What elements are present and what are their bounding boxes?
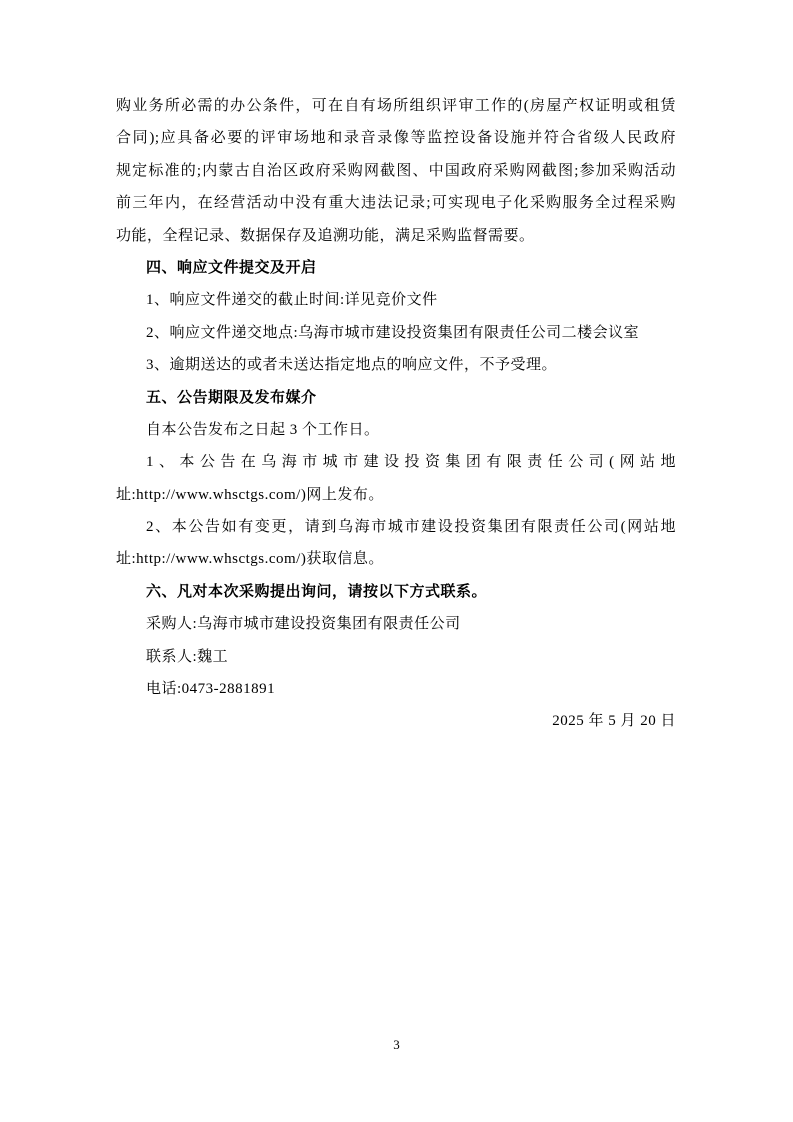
continuation-paragraph-line: 购业务所必需的办公条件，可在自有场所组织评审工作的(房屋产权证明或租赁 [116,98,676,114]
phone-line: 电话:0473-2881891 [146,681,276,698]
section5-item2-line: 址:http://www.whsctgs.com/)获取信息。 [116,551,384,568]
section5-item1-line: 1、本公告在乌海市城市建设投资集团有限责任公司(网站地 [146,454,676,471]
page-number: 3 [393,1037,400,1052]
document-body [116,90,676,738]
section4-item1: 1、响应文件递交的截止时间:详见竞价文件 [146,292,438,309]
contact-line: 联系人:魏工 [146,648,229,665]
section4-item2: 2、响应文件递交地点:乌海市城市建设投资集团有限责任公司二楼会议室 [146,324,640,341]
buyer-line: 采购人:乌海市城市建设投资集团有限责任公司 [146,616,461,633]
continuation-paragraph-line: 前三年内，在经营活动中没有重大违法记录;可实现电子化采购服务全过程采购 [116,195,676,212]
section5-heading: 五、公告期限及发布媒介 [146,389,317,406]
section6-heading: 六、凡对本次采购提出询问，请按以下方式联系。 [146,583,488,600]
continuation-paragraph-line: 功能，全程记录、数据保存及追溯功能，满足采购监督需要。 [116,227,535,244]
section5-item2-line: 2、本公告如有变更，请到乌海市城市建设投资集团有限责任公司(网站地 [146,519,676,536]
section4-heading: 四、响应文件提交及开启 [146,259,317,276]
section5-intro: 自本公告发布之日起 3 个工作日。 [146,421,380,438]
date-line: 2025 年 5 月 20 日 [552,713,676,730]
continuation-paragraph-line: 合同);应具备必要的评审场地和录音录像等监控设备设施并符合省级人民政府 [116,130,676,147]
section4-item3: 3、逾期送达的或者未送达指定地点的响应文件，不予受理。 [146,357,558,374]
section5-item1-line: 址:http://www.whsctgs.com/)网上发布。 [116,486,384,503]
continuation-paragraph-line: 规定标准的;内蒙古自治区政府采购网截图、中国政府采购网截图;参加采购活动 [116,162,676,179]
